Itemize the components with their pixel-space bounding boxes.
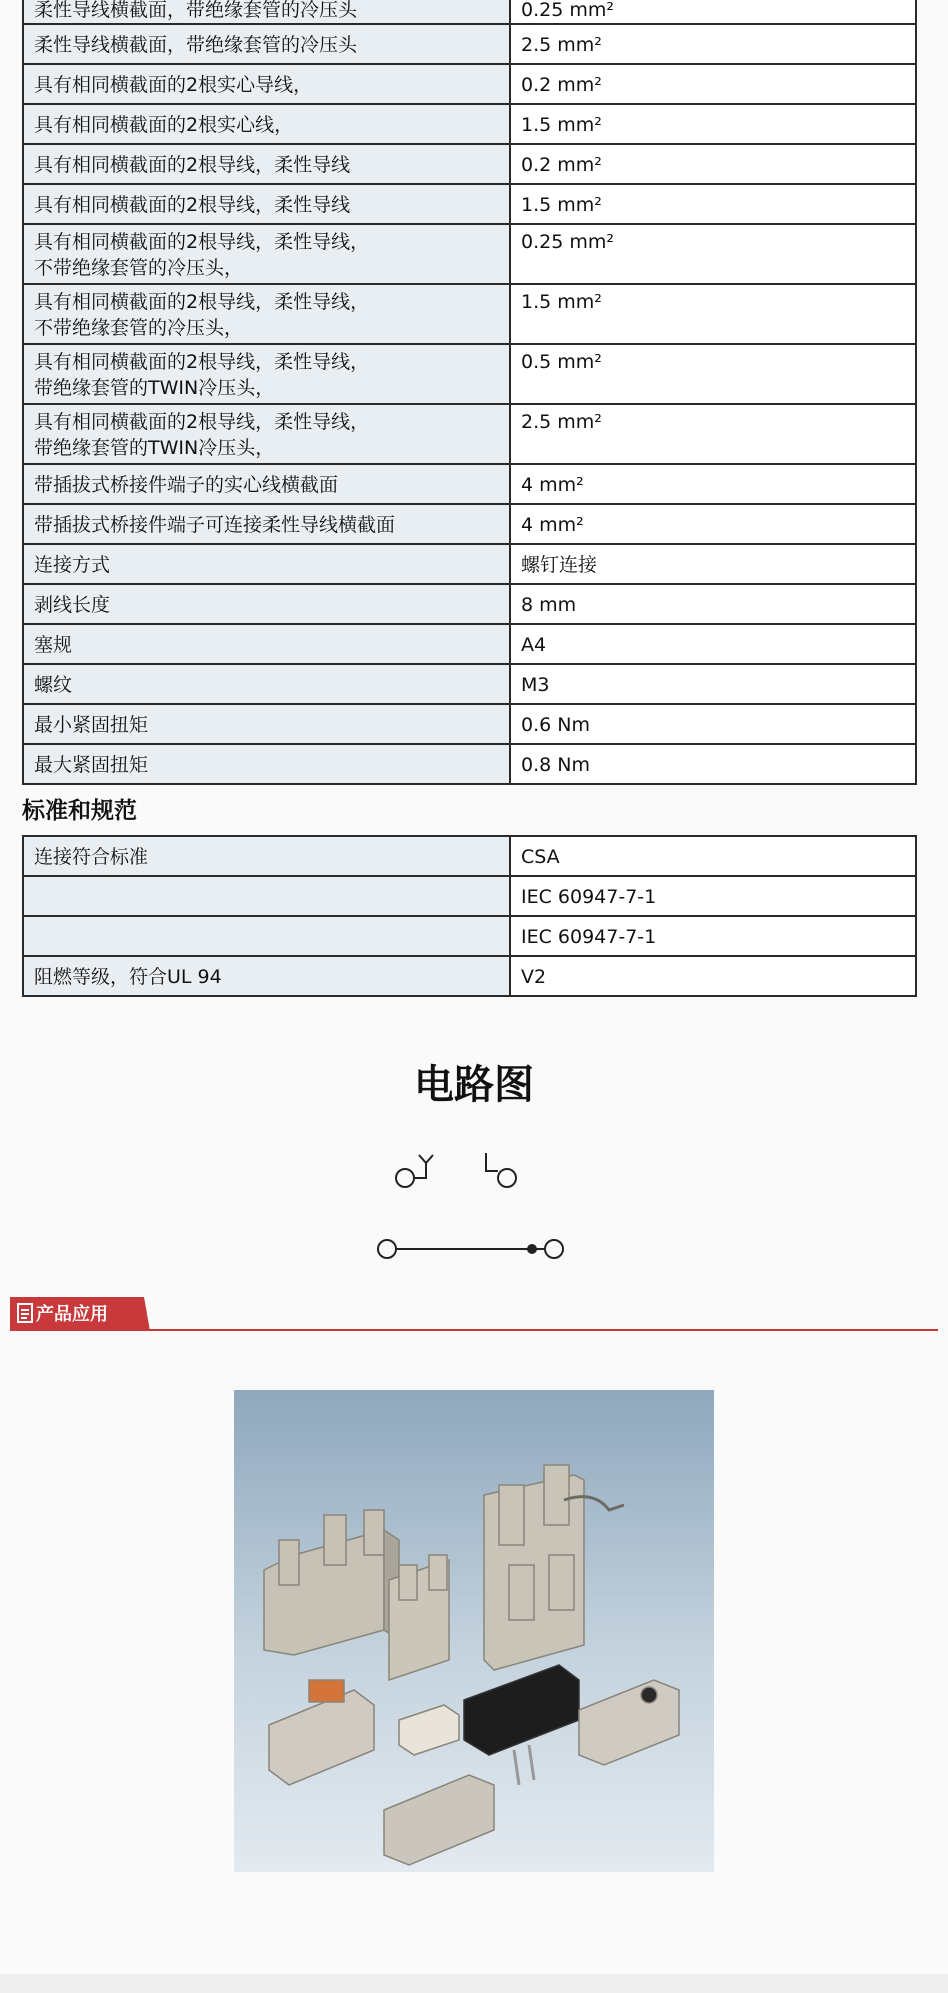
- spec-key-cell: [23, 224, 510, 284]
- spec-value: 螺钉连接: [521, 554, 598, 576]
- table-row: [23, 584, 916, 624]
- spec-key: 带插拔式桥接件端子可连接柔性导线横截面: [34, 514, 396, 536]
- spec-key-cell: [23, 64, 510, 104]
- spec-key: 螺纹: [34, 674, 73, 696]
- spec-key: 连接方式: [34, 554, 111, 576]
- switch-symbol: [396, 1153, 516, 1187]
- footer-bar: [0, 1974, 948, 1993]
- spec-value-cell: [510, 184, 916, 224]
- spec-value: 1.5 mm²: [521, 194, 602, 216]
- spec-value: 0.25 mm²: [521, 0, 614, 21]
- table-row: [23, 404, 916, 464]
- circuit-title: 电路图: [414, 1062, 534, 1108]
- standards-title: 标准和规范: [22, 798, 137, 824]
- spec-value-cell: [510, 464, 916, 504]
- spec-key-cell: [23, 544, 510, 584]
- product-tag-label: 产品应用: [36, 1304, 108, 1325]
- table-row: [23, 916, 916, 956]
- table-row: [23, 224, 916, 284]
- spec-value-cell: [510, 664, 916, 704]
- spec-value-cell: [510, 144, 916, 184]
- spec-key: 最大紧固扭矩: [34, 754, 149, 776]
- spec-key-cell: [23, 104, 510, 144]
- table-row: [23, 836, 916, 876]
- spec-key-cell: [23, 404, 510, 464]
- table-row: [23, 704, 916, 744]
- spec-key-cell: [23, 704, 510, 744]
- spec-value: 0.8 Nm: [521, 754, 590, 776]
- spec-value: 8 mm: [521, 594, 577, 616]
- spec-value-cell: [510, 704, 916, 744]
- spec-key: 具有相同横截面的2根导线，柔性导线， 带绝缘套管的TWIN冷压头，: [34, 351, 370, 399]
- spec-key-cell: [23, 504, 510, 544]
- spec-value: V2: [521, 966, 547, 988]
- table-row: [23, 184, 916, 224]
- spec-key: 具有相同横截面的2根导线，柔性导线: [34, 154, 351, 176]
- table-row: [23, 544, 916, 584]
- spec-value: 4 mm²: [521, 514, 584, 536]
- spec-key: 具有相同横截面的2根导线，柔性导线， 不带绝缘套管的冷压头，: [34, 231, 370, 279]
- spec-value-cell: [510, 504, 916, 544]
- table-row: [23, 284, 916, 344]
- spec-key-cell: [23, 956, 510, 996]
- standards-table: [22, 835, 917, 997]
- spec-value: M3: [521, 674, 550, 696]
- spec-value-cell: [510, 956, 916, 996]
- spec-key-cell: [23, 916, 510, 956]
- spec-value: 1.5 mm²: [521, 114, 602, 136]
- spec-value: 2.5 mm²: [521, 411, 602, 433]
- table-row: [23, 104, 916, 144]
- table-row: [23, 876, 916, 916]
- spec-value: 0.2 mm²: [521, 154, 602, 176]
- spec-key: 具有相同横截面的2根实心线，: [34, 114, 294, 136]
- spec-key: 柔性导线横截面，带绝缘套管的冷压头: [34, 34, 358, 56]
- spec-value-cell: [510, 64, 916, 104]
- spec-key-cell: [23, 744, 510, 784]
- spec-key-cell: [23, 24, 510, 64]
- spec-value: CSA: [521, 846, 560, 868]
- spec-value-cell: [510, 24, 916, 64]
- spec-key: 具有相同横截面的2根导线，柔性导线: [34, 194, 351, 216]
- spec-value-cell: [510, 224, 916, 284]
- spec-value-cell: [510, 404, 916, 464]
- table-row: [23, 504, 916, 544]
- table-row: [23, 0, 916, 24]
- table-row: [23, 64, 916, 104]
- spec-value: 0.2 mm²: [521, 74, 602, 96]
- product-photo: [234, 1390, 714, 1872]
- table-row: [23, 624, 916, 664]
- table-row: [23, 144, 916, 184]
- spec-key-cell: [23, 0, 510, 24]
- spec-key-cell: [23, 144, 510, 184]
- spec-value-cell: [510, 344, 916, 404]
- table-row: [23, 464, 916, 504]
- spec-key-cell: [23, 664, 510, 704]
- spec-key-cell: [23, 284, 510, 344]
- spec-value: 0.25 mm²: [521, 231, 614, 253]
- spec-key: 具有相同横截面的2根导线，柔性导线， 不带绝缘套管的冷压头，: [34, 291, 370, 339]
- spec-value-cell: [510, 584, 916, 624]
- spec-key: 阻燃等级，符合UL 94: [34, 966, 222, 988]
- spec-value: 2.5 mm²: [521, 34, 602, 56]
- spec-value-cell: [510, 284, 916, 344]
- spec-value: 0.6 Nm: [521, 714, 590, 736]
- spec-value-cell: [510, 0, 916, 24]
- spec-value-cell: [510, 104, 916, 144]
- spec-key-cell: [23, 344, 510, 404]
- document-icon: [17, 1303, 33, 1323]
- spec-key-cell: [23, 584, 510, 624]
- spec-value: 4 mm²: [521, 474, 584, 496]
- spec-key: 剥线长度: [34, 594, 111, 616]
- spec-table: [22, 0, 917, 785]
- spec-key-cell: [23, 464, 510, 504]
- spec-key: 连接符合标准: [34, 846, 149, 868]
- spec-value-cell: [510, 916, 916, 956]
- spec-value-cell: [510, 876, 916, 916]
- spec-value: IEC 60947-7-1: [521, 886, 657, 908]
- spec-key-cell: [23, 876, 510, 916]
- spec-value-cell: [510, 544, 916, 584]
- table-row: [23, 744, 916, 784]
- spec-key: 带插拔式桥接件端子的实心线横截面: [34, 474, 339, 496]
- spec-key: 柔性导线横截面，带绝缘套管的冷压头: [34, 0, 358, 21]
- table-row: [23, 24, 916, 64]
- table-row: [23, 344, 916, 404]
- spec-value: IEC 60947-7-1: [521, 926, 657, 948]
- spec-value: A4: [521, 634, 547, 656]
- spec-key: [34, 917, 499, 924]
- spec-key: [34, 877, 499, 884]
- spec-key: 塞规: [34, 634, 73, 656]
- table-row: [23, 664, 916, 704]
- spec-value: 1.5 mm²: [521, 291, 602, 313]
- spec-key: 最小紧固扭矩: [34, 714, 149, 736]
- spec-key-cell: [23, 836, 510, 876]
- connection-symbol: [378, 1240, 563, 1258]
- spec-value-cell: [510, 624, 916, 664]
- spec-key: 具有相同横截面的2根导线，柔性导线， 带绝缘套管的TWIN冷压头，: [34, 411, 370, 459]
- spec-value: 0.5 mm²: [521, 351, 602, 373]
- spec-value-cell: [510, 836, 916, 876]
- spec-key: 具有相同横截面的2根实心导线，: [34, 74, 313, 96]
- table-row: [23, 956, 916, 996]
- spec-value-cell: [510, 744, 916, 784]
- spec-key-cell: [23, 184, 510, 224]
- circuit-diagram: [370, 1145, 570, 1270]
- spec-key-cell: [23, 624, 510, 664]
